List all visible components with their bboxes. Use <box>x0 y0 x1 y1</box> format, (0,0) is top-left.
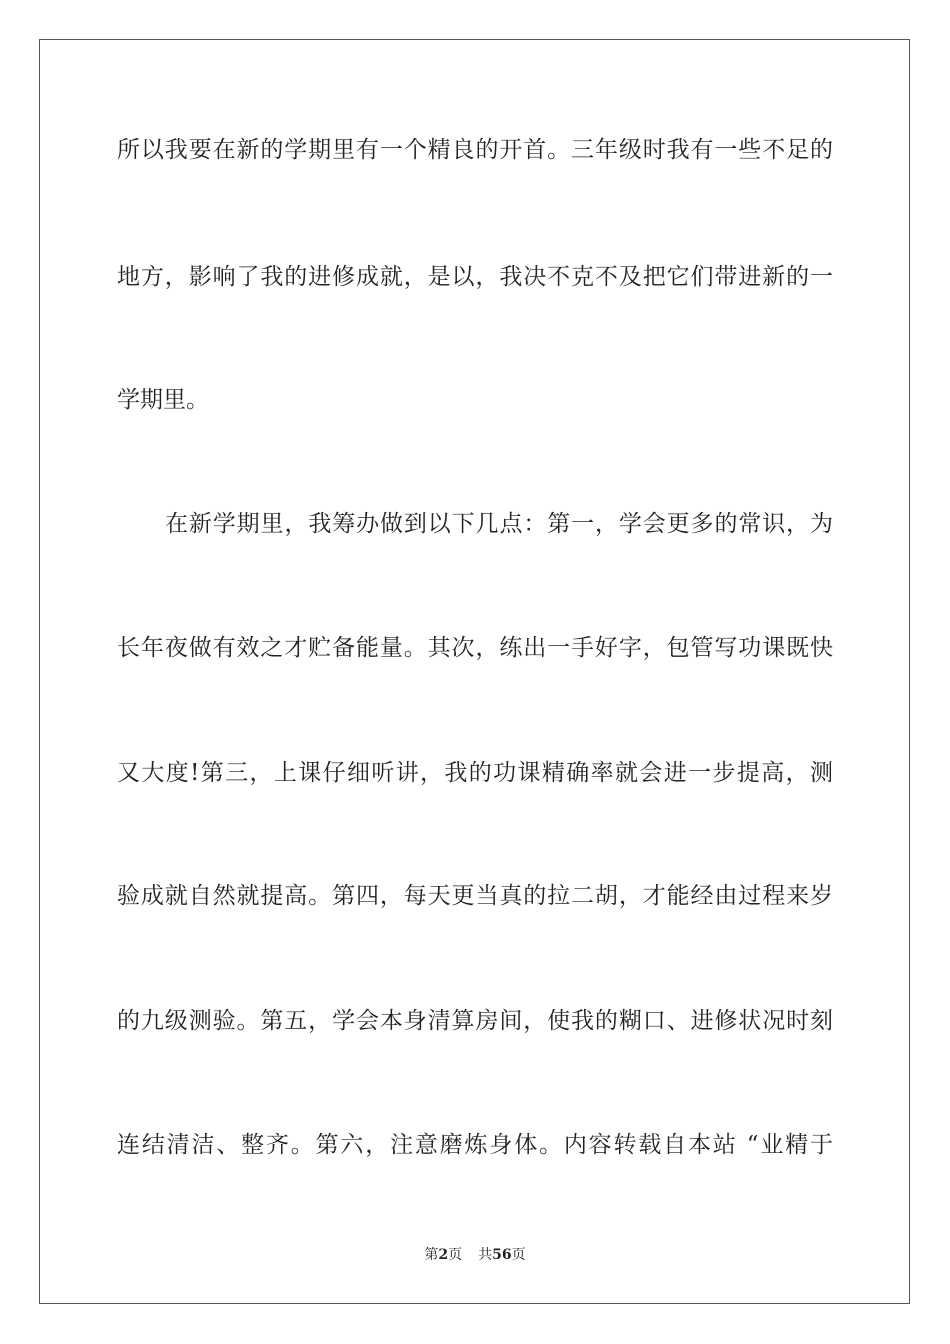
paragraph-line: 在新学期里，我筹办做到以下几点：第一，学会更多的常识，为 <box>165 511 833 537</box>
paragraph-line: 所以我要在新的学期里有一个精良的开首。三年级时我有一些不足的 <box>117 137 833 163</box>
paragraph-line: 连结清洁、整齐。第六，注意磨炼身体。内容转载自本站 “业精于 <box>117 1132 833 1158</box>
paragraph-line: 长年夜做有效之才贮备能量。其次，练出一手好字，包管写功课既快 <box>117 635 833 661</box>
page-total: 56 <box>492 1247 512 1263</box>
page-frame <box>39 39 910 1304</box>
total-prefix: 共 <box>478 1247 493 1263</box>
total-suffix: 页 <box>511 1247 526 1263</box>
page-footer <box>0 1246 950 1264</box>
paragraph-line: 验成就自然就提高。第四，每天更当真的拉二胡，才能经由过程来岁 <box>117 883 833 909</box>
page-suffix: 页 <box>448 1247 463 1263</box>
paragraph-line: 又大度!第三，上课仔细听讲，我的功课精确率就会进一步提高，测 <box>117 760 833 786</box>
paragraph-line: 学期里。 <box>117 387 209 413</box>
paragraph-line: 地方，影响了我的进修成就，是以，我决不克不及把它们带进新的一 <box>117 264 833 290</box>
paragraph-line: 的九级测验。第五，学会本身清算房间，使我的糊口、进修状况时刻 <box>117 1008 833 1034</box>
page-current: 2 <box>438 1247 449 1263</box>
page-prefix: 第 <box>424 1247 439 1263</box>
